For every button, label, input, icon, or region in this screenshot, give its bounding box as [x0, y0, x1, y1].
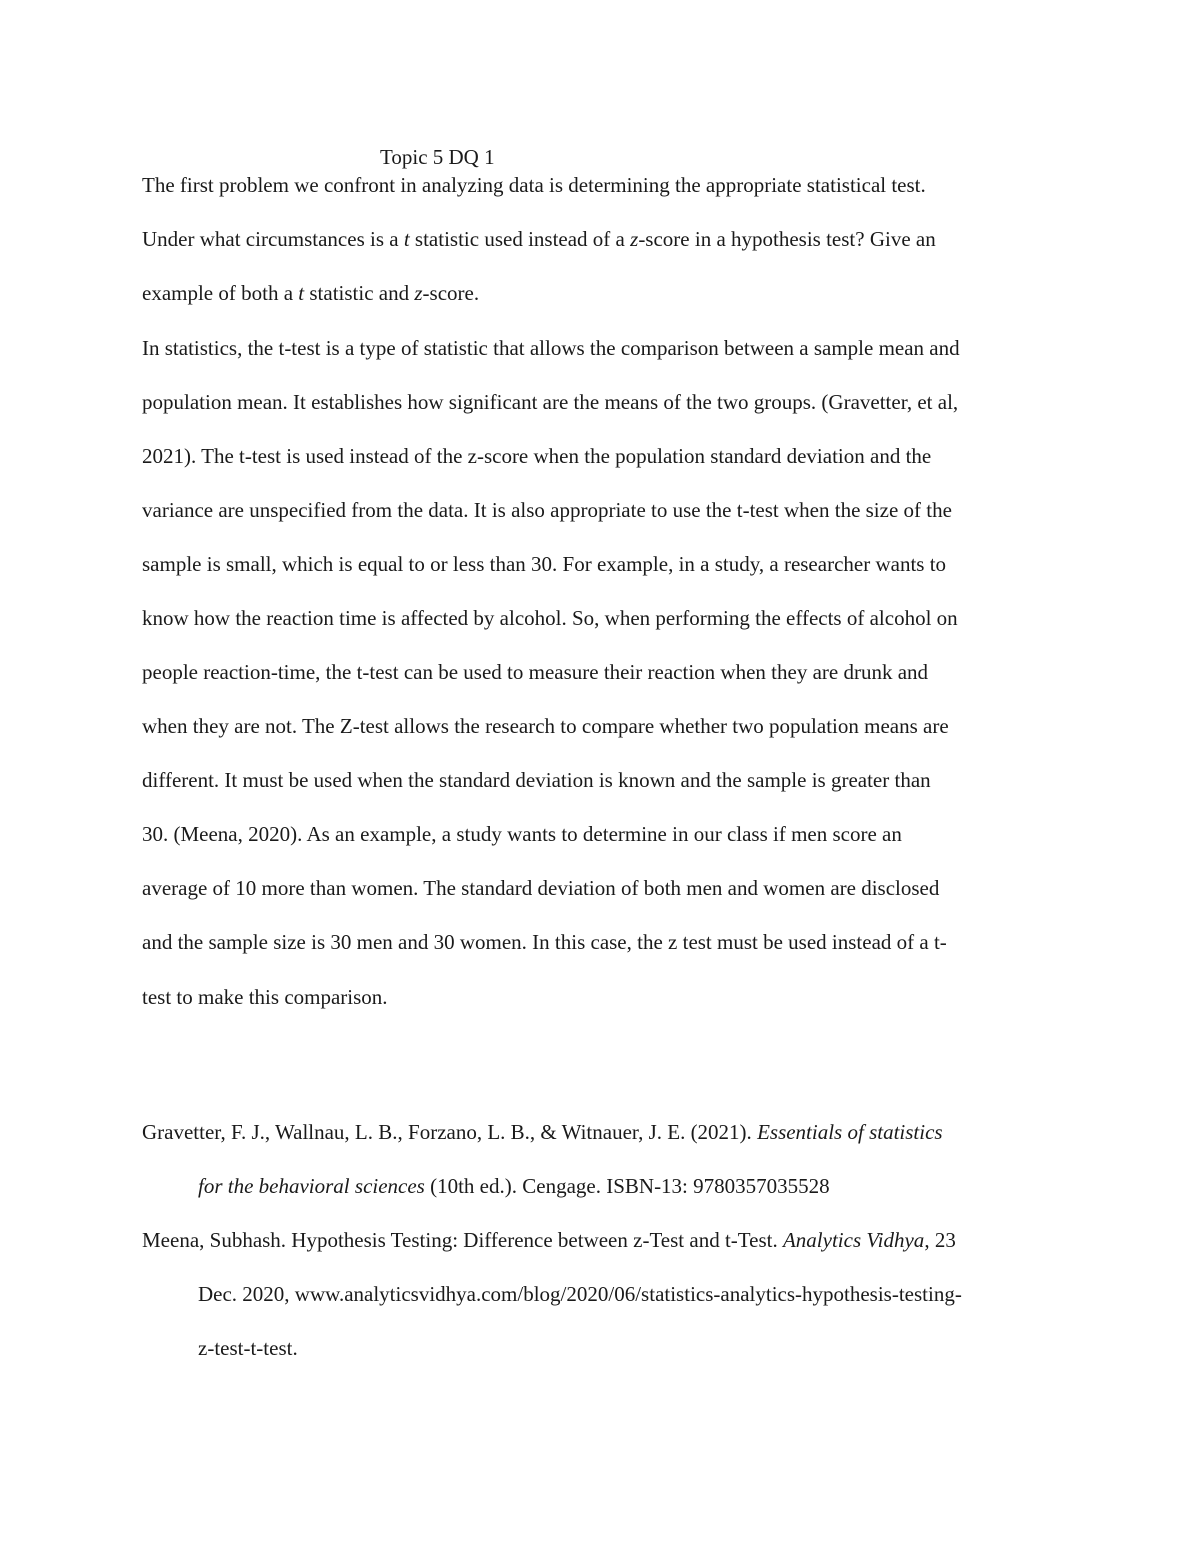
prompt-text: statistic and — [304, 281, 415, 305]
reference-text: (10th ed.). Cengage. ISBN-13: 9780357035528 — [424, 1174, 830, 1198]
answer-line: when they are not. The Z-test allows the research to compare whether two population means are — [142, 714, 949, 738]
answer-line: sample is small, which is equal to or less than 30. For example, in a study, a researcher wants to — [142, 552, 947, 576]
answer-line: 30. (Meena, 2020). As an example, a study wants to determine in our class if men score an — [142, 822, 902, 846]
reference-2-line-1 — [142, 1226, 956, 1254]
answer-line: and the sample size is 30 men and 30 women. In this case, the z test must be used instead of a t- — [142, 930, 947, 954]
answer-line: population mean. It establishes how significant are the means of the two groups. (Gravetter, et al, — [142, 390, 959, 414]
reference-source-italic: Analytics Vidhya — [782, 1228, 925, 1252]
prompt-line-2 — [142, 225, 936, 253]
reference-text: Meena, Subhash. Hypothesis Testing: Difference between z-Test and t-Test. — [142, 1228, 783, 1252]
reference-1-line-2 — [198, 1172, 830, 1200]
document-title: Topic 5 DQ 1 — [380, 145, 495, 169]
prompt-italic-z: z — [414, 281, 423, 305]
reference-text: Gravetter, F. J., Wallnau, L. B., Forzano, L. B., & Witnauer, J. E. (2021). — [142, 1120, 758, 1144]
prompt-text: statistic used instead of a — [409, 227, 631, 251]
reference-title-italic: Essentials of statistics — [757, 1120, 943, 1144]
answer-line: average of 10 more than women. The standard deviation of both men and women are disclosed — [142, 876, 940, 900]
prompt-italic-z: z — [630, 227, 639, 251]
prompt-line-1: The first problem we confront in analyzing data is determining the appropriate statistical test. — [142, 173, 926, 197]
answer-line: In statistics, the t-test is a type of statistic that allows the comparison between a sample mean and — [142, 336, 960, 360]
prompt-line-3 — [142, 279, 479, 307]
prompt-italic-t: t — [403, 227, 410, 251]
reference-2-line-2: Dec. 2020, www.analyticsvidhya.com/blog/2020/06/statistics-analytics-hypothesis-testing- — [198, 1282, 962, 1306]
reference-1-line-1 — [142, 1118, 943, 1146]
answer-line: 2021). The t-test is used instead of the z-score when the population standard deviation and the — [142, 444, 932, 468]
prompt-text: -score. — [422, 281, 480, 305]
prompt-text: example of both a — [142, 281, 299, 305]
answer-line: test to make this comparison. — [142, 985, 388, 1009]
answer-line: know how the reaction time is affected by alcohol. So, when performing the effects of alcohol on — [142, 606, 958, 630]
reference-text: , 23 — [924, 1228, 956, 1252]
prompt-italic-t: t — [298, 281, 305, 305]
answer-line: people reaction-time, the t-test can be used to measure their reaction when they are drunk and — [142, 660, 929, 684]
prompt-text: -score in a hypothesis test? Give an — [638, 227, 936, 251]
reference-title-italic: for the behavioral sciences — [198, 1174, 425, 1198]
prompt-text: Under what circumstances is a — [142, 227, 404, 251]
answer-line: variance are unspecified from the data. It is also appropriate to use the t-test when the size of the — [142, 498, 952, 522]
answer-line: different. It must be used when the standard deviation is known and the sample is greater than — [142, 768, 931, 792]
reference-2-line-3: z-test-t-test. — [198, 1336, 298, 1360]
